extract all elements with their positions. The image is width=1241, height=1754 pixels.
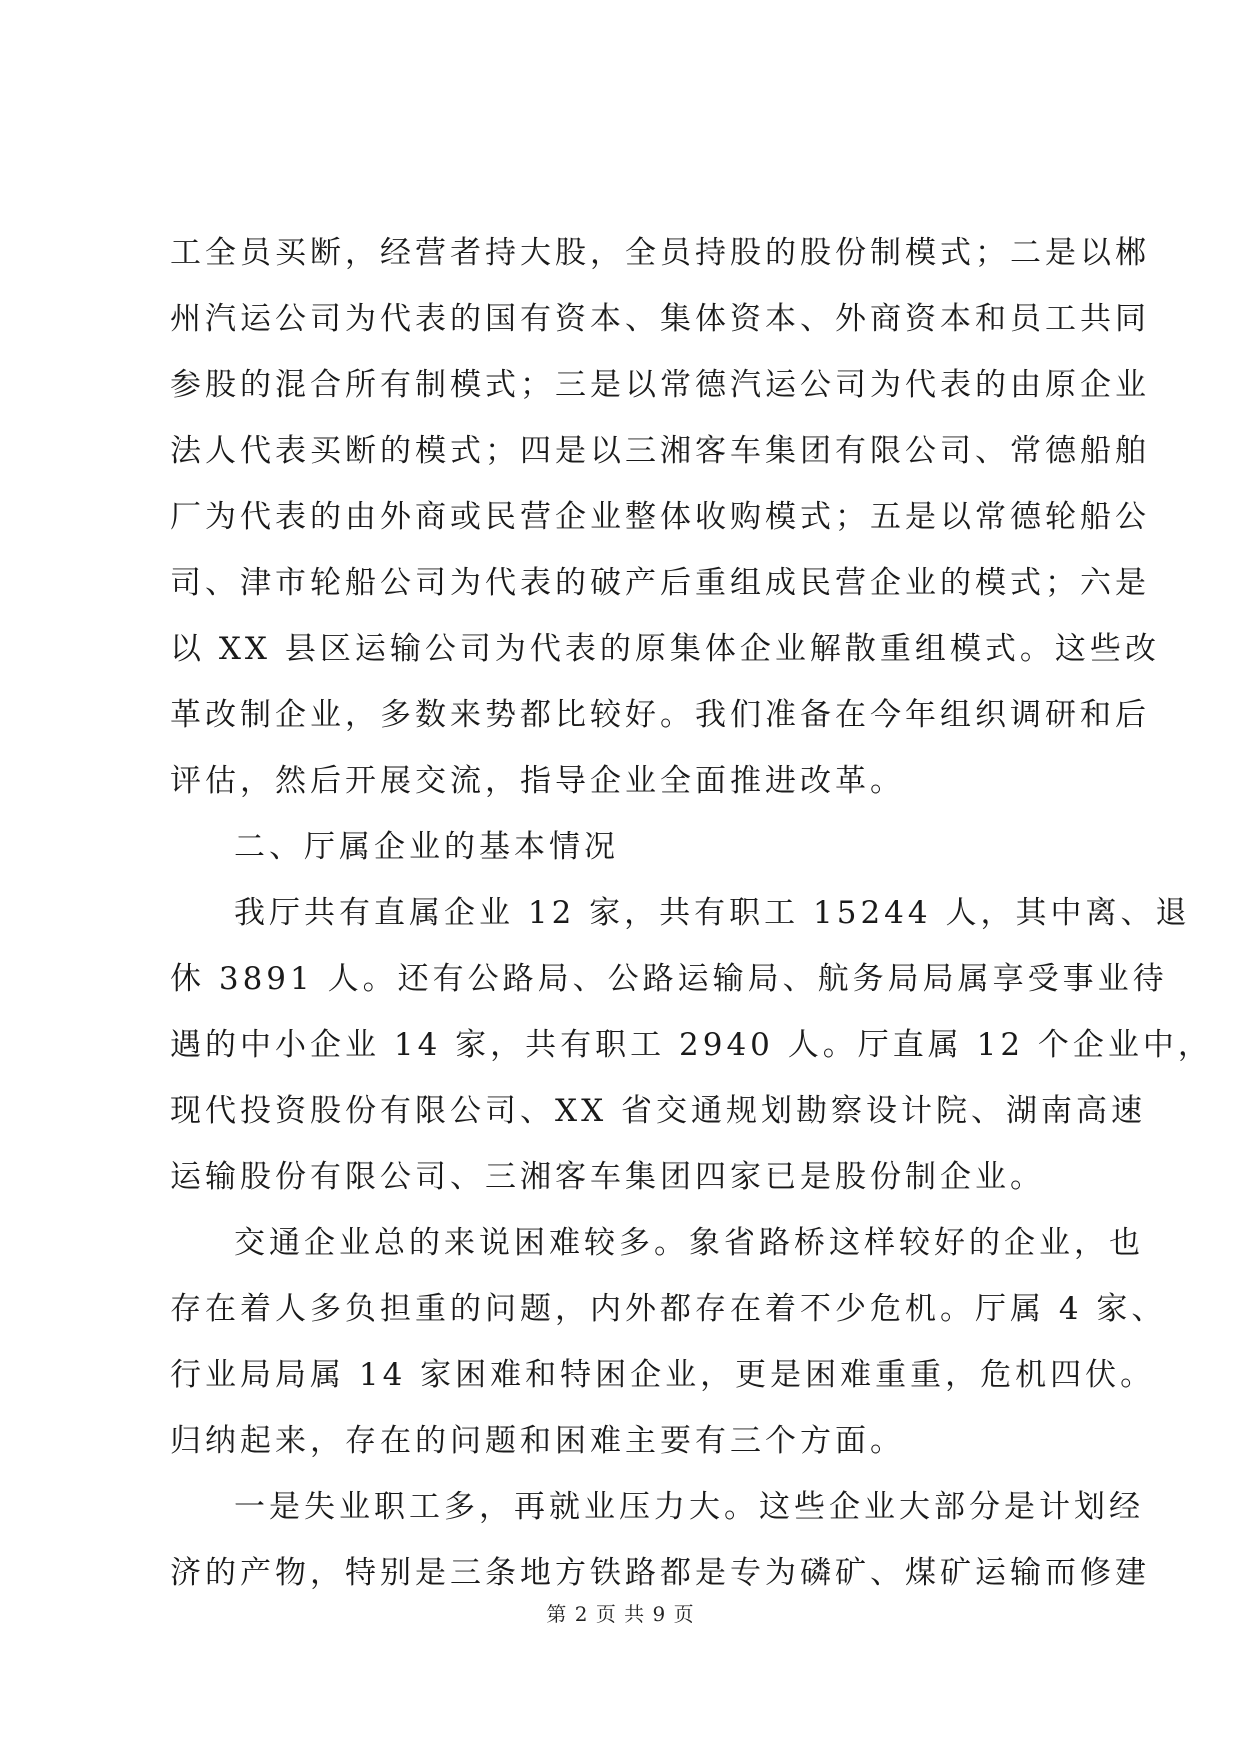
text-line: 休 3891 人。还有公路局、公路运输局、航务局局属享受事业待 xyxy=(170,961,1168,997)
page-number: 第 2 页 共 9 页 xyxy=(546,1602,695,1626)
text-line: 工全员买断，经营者持大股，全员持股的股份制模式；二是以郴 xyxy=(170,235,1150,271)
text-line: 现代投资股份有限公司、XX 省交通规划勘察设计院、湖南高速 xyxy=(170,1093,1146,1129)
text-line: 评估，然后开展交流，指导企业全面推进改革。 xyxy=(170,763,905,799)
text-line: 归纳起来，存在的问题和困难主要有三个方面。 xyxy=(170,1423,905,1459)
text-line: 司、津市轮船公司为代表的破产后重组成民营企业的模式；六是 xyxy=(170,565,1150,601)
text-line: 州汽运公司为代表的国有资本、集体资本、外商资本和员工共同 xyxy=(170,301,1150,337)
text-line: 我厅共有直属企业 12 家，共有职工 15244 人，其中离、退 xyxy=(234,895,1191,931)
text-line: 交通企业总的来说困难较多。象省路桥这样较好的企业，也 xyxy=(234,1225,1144,1261)
body-text xyxy=(170,220,1213,1606)
section-heading: 二、厅属企业的基本情况 xyxy=(234,829,619,865)
text-line: 以 XX 县区运输公司为代表的原集体企业解散重组模式。这些改 xyxy=(170,631,1160,667)
text-line: 济的产物，特别是三条地方铁路都是专为磷矿、煤矿运输而修建 xyxy=(170,1555,1150,1591)
text-line: 法人代表买断的模式；四是以三湘客车集团有限公司、常德船舶 xyxy=(170,433,1150,469)
text-line: 行业局局属 14 家困难和特困企业，更是困难重重，危机四伏。 xyxy=(170,1357,1156,1393)
text-line: 厂为代表的由外商或民营企业整体收购模式；五是以常德轮船公 xyxy=(170,499,1150,535)
text-line: 革改制企业，多数来势都比较好。我们准备在今年组织调研和后 xyxy=(170,697,1150,733)
text-line: 存在着人多负担重的问题，内外都存在着不少危机。厅属 4 家、 xyxy=(170,1291,1167,1327)
text-line: 参股的混合所有制模式；三是以常德汽运公司为代表的由原企业 xyxy=(170,367,1150,403)
text-line: 遇的中小企业 14 家，共有职工 2940 人。厅直属 12 个企业中， xyxy=(170,1027,1213,1063)
text-line: 一是失业职工多，再就业压力大。这些企业大部分是计划经 xyxy=(234,1489,1144,1525)
text-line: 运输股份有限公司、三湘客车集团四家已是股份制企业。 xyxy=(170,1159,1045,1195)
